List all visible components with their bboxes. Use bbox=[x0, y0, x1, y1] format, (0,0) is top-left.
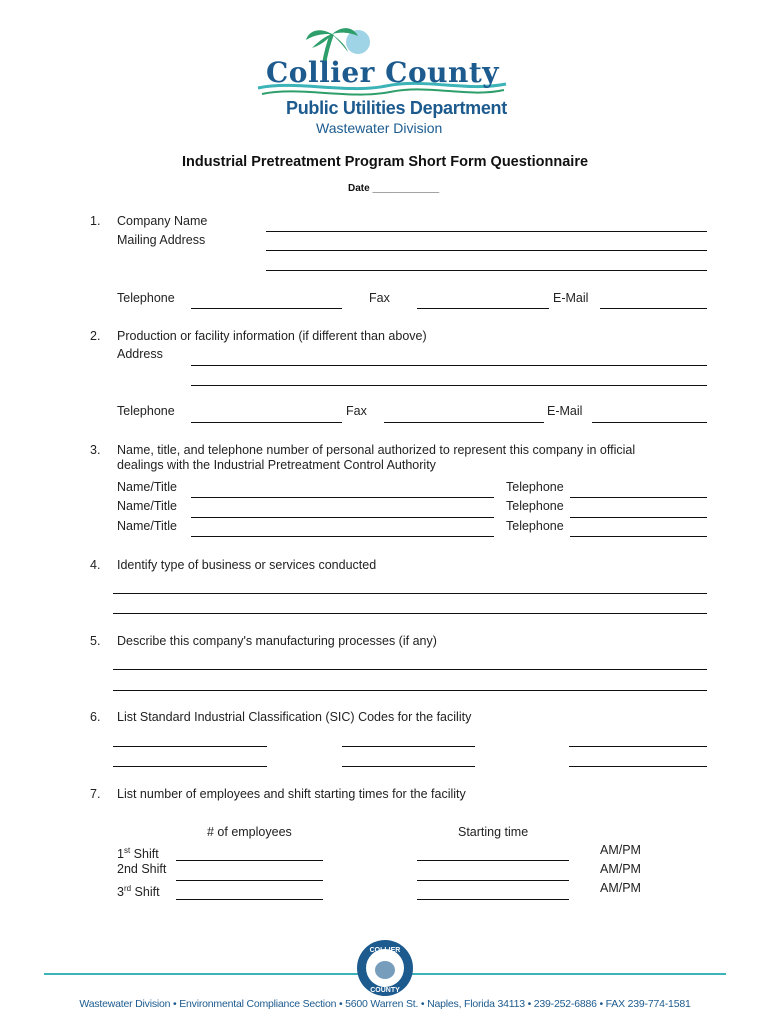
q1-fax-label: Fax bbox=[369, 291, 390, 305]
shift-2-employees-field[interactable] bbox=[176, 880, 323, 881]
rep-telephone-field-1[interactable] bbox=[570, 497, 707, 498]
q4-label: Identify type of business or services conducted bbox=[117, 558, 377, 572]
shift-1-ampm: AM/PM bbox=[600, 843, 641, 857]
shift-2-label: 2nd Shift bbox=[117, 862, 167, 876]
shift-3-ampm: AM/PM bbox=[600, 881, 641, 895]
shift-1-label: 1st Shift bbox=[117, 846, 159, 862]
page-title: Industrial Pretreatment Program Short Form Questionnaire bbox=[181, 154, 589, 170]
sic-code-field-6[interactable] bbox=[569, 766, 707, 767]
shift-1-time-field[interactable] bbox=[417, 860, 569, 861]
q2-number: 2. bbox=[90, 329, 101, 343]
seal-bottom-text: COUNTY bbox=[370, 987, 400, 994]
name-title-label-1: Name/Title bbox=[117, 480, 177, 494]
name-title-label-2: Name/Title bbox=[117, 499, 177, 513]
q1-fax-field[interactable] bbox=[417, 308, 549, 309]
sic-code-field-5[interactable] bbox=[342, 766, 475, 767]
date-label: Date bbox=[348, 183, 370, 194]
q5-number: 5. bbox=[90, 634, 101, 648]
q2-fax-field[interactable] bbox=[384, 422, 544, 423]
rep-telephone-label-3: Telephone bbox=[506, 519, 564, 533]
county-seal-icon bbox=[356, 939, 414, 1002]
q3-label-line1: Name, title, and telephone number of personal authorized to represent this company in official bbox=[117, 443, 636, 457]
q3-label-line2: dealings with the Industrial Pretreatment Control Authority bbox=[117, 458, 436, 472]
name-title-field-1[interactable] bbox=[191, 497, 494, 498]
company-name-label: Company Name bbox=[117, 214, 208, 228]
q1-telephone-label: Telephone bbox=[117, 291, 175, 305]
shift-3-label: 3rd Shift bbox=[117, 884, 160, 900]
manufacturing-processes-field-1[interactable] bbox=[113, 669, 707, 670]
mailing-address-field-2[interactable] bbox=[266, 270, 707, 271]
shift-2-ampm: AM/PM bbox=[600, 862, 641, 876]
mailing-address-label: Mailing Address bbox=[117, 233, 206, 247]
q4-number: 4. bbox=[90, 558, 101, 572]
rep-telephone-label-2: Telephone bbox=[506, 499, 564, 513]
sic-code-field-4[interactable] bbox=[113, 766, 267, 767]
sic-code-field-2[interactable] bbox=[342, 746, 475, 747]
q1-email-field[interactable] bbox=[600, 308, 707, 309]
name-title-label-3: Name/Title bbox=[117, 519, 177, 533]
shift-2-time-field[interactable] bbox=[417, 880, 569, 881]
q2-fax-label: Fax bbox=[346, 404, 367, 418]
name-title-field-2[interactable] bbox=[191, 517, 494, 518]
logo-county-name: Collier County bbox=[266, 56, 500, 89]
q2-telephone-field[interactable] bbox=[191, 422, 342, 423]
logo-department: Public Utilities Department bbox=[286, 98, 507, 118]
company-name-field[interactable] bbox=[266, 231, 707, 232]
q2-email-field[interactable] bbox=[592, 422, 707, 423]
q2-address-field-2[interactable] bbox=[191, 385, 707, 386]
shift-1-employees-field[interactable] bbox=[176, 860, 323, 861]
q3-number: 3. bbox=[90, 443, 101, 457]
q1-telephone-field[interactable] bbox=[191, 308, 342, 309]
shift-3-time-field[interactable] bbox=[417, 899, 569, 900]
q2-telephone-label: Telephone bbox=[117, 404, 175, 418]
q6-label: List Standard Industrial Classification (SIC) Codes for the facility bbox=[117, 710, 472, 724]
rep-telephone-field-3[interactable] bbox=[570, 536, 707, 537]
q2-label: Production or facility information (if different than above) bbox=[117, 329, 427, 343]
business-type-field-2[interactable] bbox=[113, 613, 707, 614]
q2-email-label: E-Mail bbox=[547, 404, 583, 418]
sic-code-field-3[interactable] bbox=[569, 746, 707, 747]
rep-telephone-field-2[interactable] bbox=[570, 517, 707, 518]
q1-email-label: E-Mail bbox=[553, 291, 589, 305]
logo-division: Wastewater Division bbox=[316, 120, 443, 136]
q2-address-label: Address bbox=[117, 347, 163, 361]
q1-number: 1. bbox=[90, 214, 101, 228]
starting-time-column-header: Starting time bbox=[458, 825, 529, 839]
q2-address-field-1[interactable] bbox=[191, 365, 707, 366]
date-blank: ____________ bbox=[372, 183, 440, 194]
date-field[interactable] bbox=[348, 183, 439, 194]
q5-label: Describe this company's manufacturing processes (if any) bbox=[117, 634, 437, 648]
name-title-field-3[interactable] bbox=[191, 536, 494, 537]
shift-3-employees-field[interactable] bbox=[176, 899, 323, 900]
q7-label: List number of employees and shift starting times for the facility bbox=[117, 787, 466, 801]
q6-number: 6. bbox=[90, 710, 101, 724]
seal-top-text: COLLIER bbox=[369, 947, 401, 954]
employees-column-header: # of employees bbox=[207, 825, 292, 839]
business-type-field-1[interactable] bbox=[113, 593, 707, 594]
manufacturing-processes-field-2[interactable] bbox=[113, 690, 707, 691]
q7-number: 7. bbox=[90, 787, 101, 801]
mailing-address-field-1[interactable] bbox=[266, 250, 707, 251]
sic-code-field-1[interactable] bbox=[113, 746, 267, 747]
rep-telephone-label-1: Telephone bbox=[506, 480, 564, 494]
footer-contact: Wastewater Division • Environmental Compliance Section • 5600 Warren St. • Naples, Florida 34113 • 239-252-6886 • FAX 239-774-1581 bbox=[79, 998, 691, 1010]
